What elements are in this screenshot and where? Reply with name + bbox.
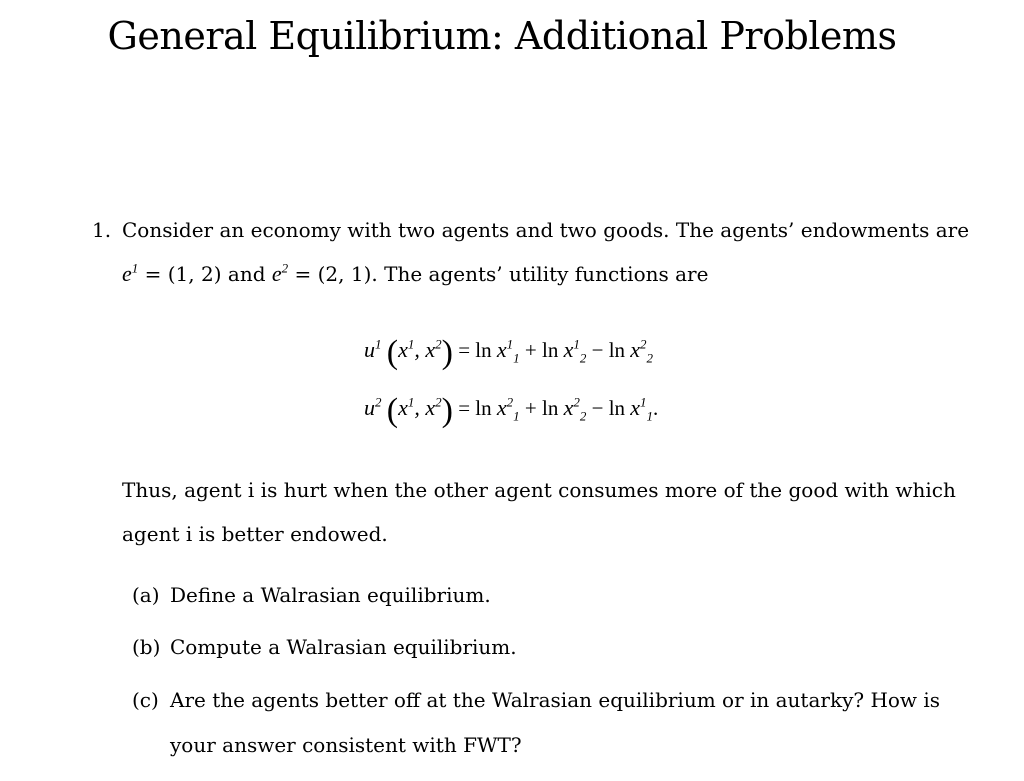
explanation-line-1: Thus, agent i is hurt when the other agent consumes more of the good with which bbox=[122, 478, 956, 502]
part-c-text: Are the agents better off at the Walrasian equilibrium or in autarky? How is bbox=[170, 688, 941, 712]
part-b-text: Compute a Walrasian equilibrium. bbox=[170, 635, 517, 659]
part-b-label: (b) bbox=[132, 635, 161, 659]
page-title: General Equilibrium: Additional Problems bbox=[107, 14, 897, 58]
endowments-line: $e^1 = (1$, 2) and $e^2 = (2$, 1). The agents’ utility functions are bbox=[122, 260, 709, 286]
part-c-text-line-2: your answer consistent with FWT? bbox=[170, 733, 522, 757]
utility-function-1: $u^1$ ($x^1$, $x^2) = \ln x^1_1 + \ln x^1_2 - \ln x^2_2$ bbox=[364, 334, 654, 371]
part-a-text: Define a Walrasian equilibrium. bbox=[170, 583, 491, 607]
problem-intro-line-1: Consider an economy with two agents and two goods. The agents’ endowments are bbox=[122, 218, 970, 242]
endowment-1: (1, 2) bbox=[167, 262, 222, 286]
utility-intro: . The agents’ utility functions are bbox=[371, 262, 709, 286]
problem-number: 1. bbox=[92, 218, 112, 242]
utility-function-2: $u^2$ ($x^1$, $x^2) = \ln x^2_1 + \ln x^2_2 - \ln x^1_1$. bbox=[364, 392, 659, 429]
endowment-2: (2, 1) bbox=[317, 262, 372, 286]
part-a-label: (a) bbox=[132, 583, 160, 607]
and-word: and bbox=[227, 262, 266, 286]
explanation-line-2: agent i is better endowed. bbox=[122, 522, 388, 546]
part-c-label: (c) bbox=[132, 688, 159, 712]
